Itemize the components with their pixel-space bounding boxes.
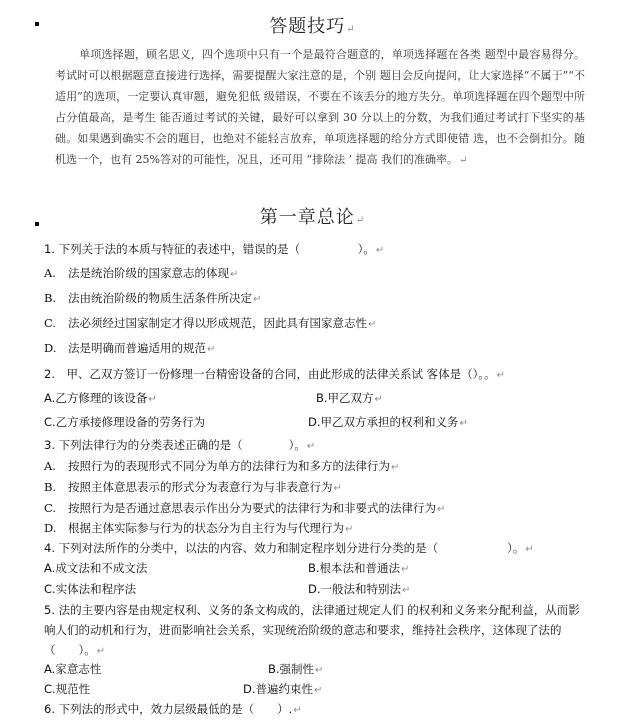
answer-option: C. 法必须经过国家制定才得以形成规范，因此具有国家意志性↵ <box>44 316 377 330</box>
answer-option: C.乙方承接修理设备的劳务行为 <box>44 415 206 429</box>
answer-option: A.乙方修理的该设备↵ <box>44 391 157 405</box>
answer-option: D.一般法和特别法↵ <box>308 582 411 596</box>
question-stem: 6. 下列法的形式中，效力层级最低的是（ ）.↵ <box>44 702 302 716</box>
question-stem: 1. 下列关于法的本质与特征的表述中，错误的是（ ）。↵ <box>44 242 385 256</box>
answer-option: B.甲乙双方↵ <box>316 391 383 405</box>
answer-option: B. 法由统治阶级的物质生活条件所决定↵ <box>44 291 262 305</box>
section-title-text: 答题技巧 <box>269 16 346 37</box>
answer-option: D.甲乙双方承担的权利和义务↵ <box>308 415 468 429</box>
answer-option: A. 按照行为的表现形式不同分为单方的法律行为和多方的法律行为↵ <box>44 459 400 473</box>
intro-paragraph: 单项选择题，顾名思义，四个选项中只有一个是最符合题意的，单项选择题在各类 题型中最容易得分。考试时可以根据题意直接进行选择，需要提醒大家注意的是，个别 题目会反向提问，让大家选择“不属于”“不适用”的选项，一定要认真审题，避免犯低 级错误，不要在不该丢分的地方失分。单项选择题在四个题型中所占分值最高，是考生 能否通过考试的关键，最好可以拿到 30 分以上的分数，为我们通过考试打下坚实的基 础。如果遇到确实不会的题目，也绝对不能轻言放弃，单项选择题的给分方式即使错 选，也不会倒扣分。随机选一个，也有 25%答对的可能性，况且，还可用 “排除法 ’ 提高 我们的准确率。↵ <box>55 48 585 166</box>
answer-option: C.实体法和程序法 <box>44 582 137 596</box>
answer-option: C.规范性 <box>44 682 91 696</box>
answer-option: B.根本法和普通法↵ <box>308 561 410 575</box>
chapter-title: 第一章总论↵ <box>259 207 366 228</box>
answer-option: D.普遍约束性↵ <box>243 682 323 696</box>
answer-option: B.强制性↵ <box>268 662 324 676</box>
answer-option: A.家意志性 <box>44 662 102 676</box>
answer-option: D. 法是明确而普遍适用的规范↵ <box>44 341 216 355</box>
answer-option: D. 根据主体实际参与行为的状态分为自主行为与代理行为↵ <box>44 521 354 535</box>
section-title: 答题技巧↵ <box>269 16 356 37</box>
answer-option: C. 按照行为是否通过意思表示作出分为要式的法律行为和非要式的法律行为↵ <box>44 501 446 515</box>
answer-option: A.成文法和不成文法 <box>44 561 148 575</box>
question-stem: 4. 下列对法所作的分类中，以法的内容、效力和制定程序划分进行分类的是（ ）。↵ <box>44 541 534 555</box>
answer-option: B. 按照主体意思表示的形式分为表意行为与非表意行为↵ <box>44 480 342 494</box>
question-stem: 2. 甲、乙双方签订一份修理一台精密设备的合同，由此形成的法律关系试 客体是（）。。↵ <box>44 367 506 381</box>
question-stem: 3. 下列法律行为的分类表述正确的是（ ）。↵ <box>44 438 316 452</box>
answer-option: A. 法是统治阶级的国家意志的体现↵ <box>44 266 239 280</box>
question-stem: 5. 法的主要内容是由规定权利、义务的条文构成的，法律通过规定人们 的权利和义务来分配利益，从而影响人们的动机和行为，进而影响社会关系，实现统治阶级的意志和要求，维持社会秩序，这体现了法的（ ）。↵ <box>44 603 580 657</box>
